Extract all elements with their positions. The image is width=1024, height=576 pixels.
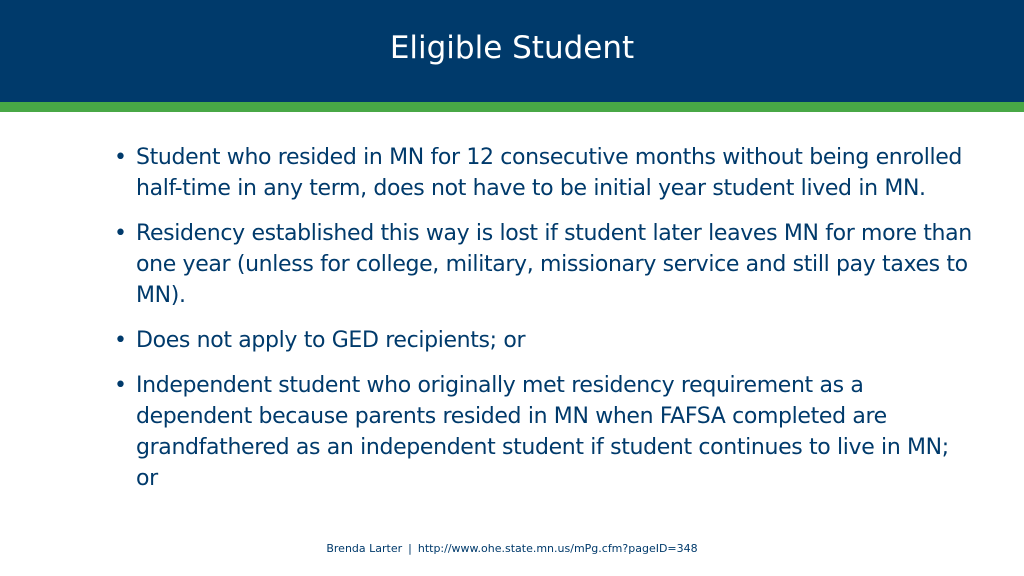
bullet-icon: • <box>114 373 127 398</box>
bullet-item <box>112 142 972 204</box>
accent-bar <box>0 102 1024 112</box>
bullet-icon: • <box>114 145 127 170</box>
bullet-text: Does not apply to GED recipients; or <box>136 328 526 353</box>
footer-author: Brenda Larter <box>326 542 403 555</box>
bullet-item <box>112 325 972 356</box>
bullet-item <box>112 218 972 311</box>
footer-separator: | <box>408 542 412 555</box>
bullet-text: Independent student who originally met residency requirement as a dependent because parents resided in MN when FAFSA completed are grandfathered as an independent student if student continues to live in MN; or <box>136 373 949 491</box>
footer <box>0 541 1024 557</box>
slide-title: Eligible Student <box>389 30 635 66</box>
bullet-icon: • <box>114 328 127 353</box>
title-bar <box>0 0 1024 102</box>
bullet-text: Student who resided in MN for 12 consecutive months without being enrolled half-time in any term, does not have to be initial year student lived in MN. <box>136 145 963 201</box>
bullet-text: Residency established this way is lost if student later leaves MN for more than one year (unless for college, military, missionary service and still pay taxes to MN). <box>136 221 972 308</box>
bullet-item <box>112 370 972 494</box>
footer-url: http://www.ohe.state.mn.us/mPg.cfm?pageID=348 <box>417 542 698 555</box>
bullet-list <box>112 142 972 508</box>
bullet-icon: • <box>114 221 127 246</box>
